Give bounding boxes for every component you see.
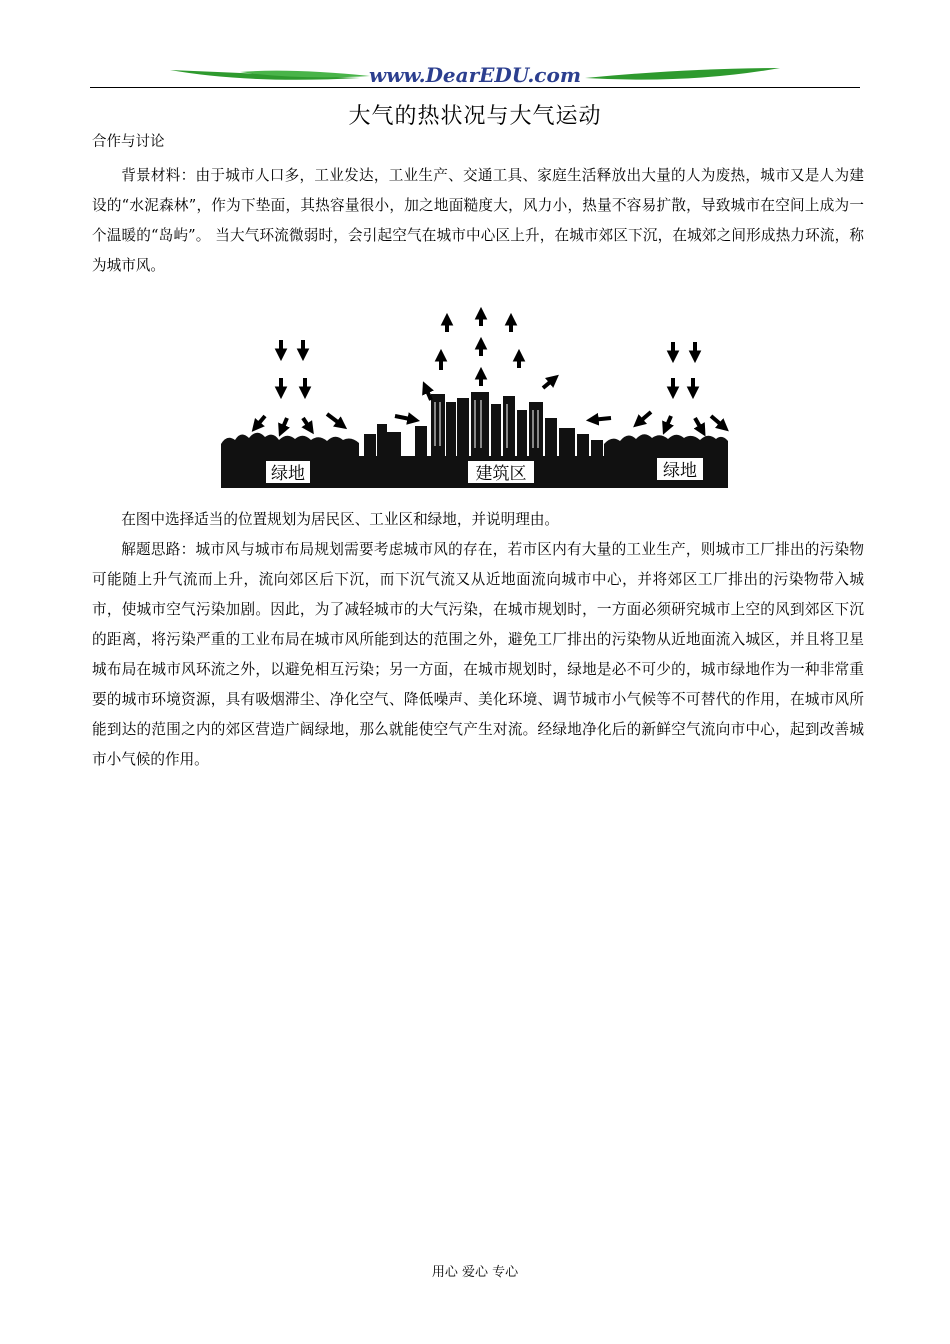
left-tree-line	[221, 433, 359, 456]
rising-arrows	[425, 312, 555, 400]
right-tree-line	[604, 434, 728, 456]
document-title: 大气的热状况与大气运动	[348, 104, 602, 129]
label-building-zone: 建筑区	[475, 464, 527, 484]
site-header-banner	[90, 58, 860, 90]
label-right-green: 绿地	[663, 461, 697, 481]
section-label: 合作与讨论	[92, 134, 165, 150]
footer-slogan: 用心 爱心 专心	[431, 1265, 519, 1280]
paragraph-solution: 解题思路：城市风与城市布局规划需要考虑城市风的存在，若市区内有大量的工业生产，则城市工厂排出的污染物可能随上升气流而上升，流向郊区后下沉，而下沉气流又从近地面流向城市中心，并将郊区工厂排出的污染物带入城市，使城市空气污染加剧。因此，为了减轻城市的大气污染，在城市规划时，一方面必须研究城市上空的风到郊区下沉的距离，将污染严重的工业布局在城市风所能到达的范围之外，避免工厂排出的污染物从近地面流入城区，并且将卫星城布局在城市风环流之外，以避免相互污染；另一方面，在城市规划时，绿地是必不可少的，城市绿地作为一种非常重要的城市环境资源，具有吸烟滞尘、净化空气、降低噪声、美化环境、调节城市小气候等不可替代的作用，在城市风所能到达的范围之内的郊区营造广阔绿地，那么就能使空气产生对流。经绿地净化后的新鲜空气流向市中心，起到改善城市小气候的作用。	[92, 541, 864, 768]
header-rule	[90, 87, 860, 88]
right-swoosh	[585, 68, 780, 80]
city-wind-diagram	[219, 306, 730, 488]
paragraph-question: 在图中选择适当的位置规划为居民区、工业区和绿地，并说明理由。	[121, 511, 560, 528]
label-left-green: 绿地	[271, 464, 305, 484]
right-sinking-arrows	[637, 342, 725, 432]
left-sinking-arrows	[255, 340, 343, 432]
site-name: www.DearEDU.com	[368, 63, 582, 87]
buildings	[364, 392, 603, 456]
paragraph-background: 背景材料：由于城市人口多，工业发达，工业生产、交通工具、家庭生活释放出大量的人为废热，城市又是人为建设的“水泥森林”，作为下垫面，其热容量很小，加之地面糙度大，风力小，热量不容易扩散，导致城市在空间上成为一个温暖的“岛屿”。 当大气环流微弱时，会引起空气在城市中心区上升，在城市郊区下沉，在城郊之间形成热力环流，称为城市风。	[92, 167, 864, 274]
